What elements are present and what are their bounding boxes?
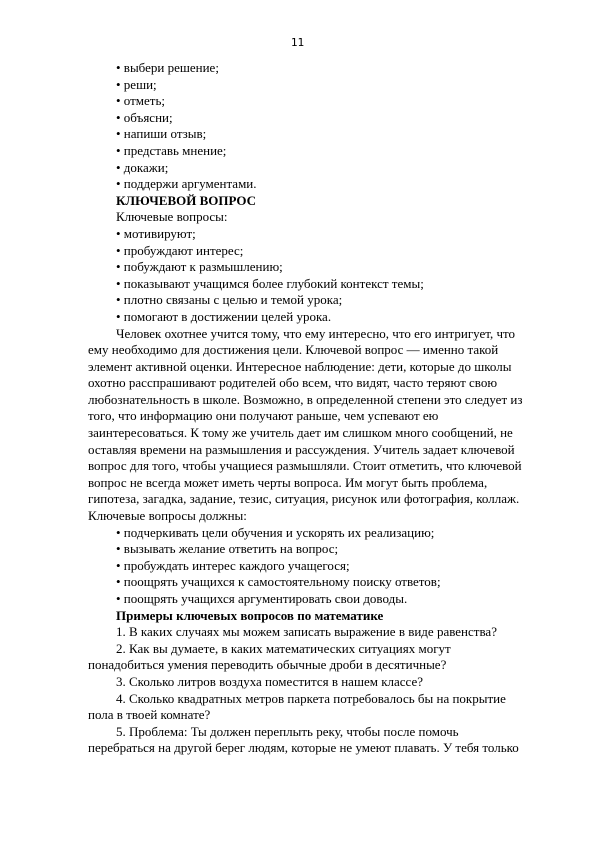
- list-item: • отметь;: [116, 93, 166, 109]
- document-body: [88, 60, 550, 757]
- list-item: • поддержи аргументами.: [116, 176, 257, 192]
- paragraph-line: Человек охотнее учится тому, что ему интересно, что его интригует, что: [116, 325, 516, 341]
- example-question-continuation: пола в твоей комнате?: [88, 707, 211, 723]
- list-item: • реши;: [116, 76, 157, 92]
- list-item: • подчеркивать цели обучения и ускорять их реализацию;: [116, 524, 435, 540]
- list-item: • выбери решение;: [116, 60, 219, 75]
- paragraph-line: заинтересоваться. К тому же учитель дает им слишком много сообщений, не: [88, 425, 513, 441]
- list-item: • показывают учащимся более глубокий контекст темы;: [116, 275, 424, 291]
- list-item: • плотно связаны с целью и темой урока;: [116, 292, 343, 308]
- section-heading-examples: Примеры ключевых вопросов по математике: [116, 607, 384, 623]
- key-questions-list: [88, 226, 550, 326]
- example-question: 3. Сколько литров воздуха поместится в нашем классе?: [116, 673, 424, 689]
- list-item: • представь мнение;: [116, 142, 227, 158]
- must-list: [88, 525, 550, 608]
- list-item: • помогают в достижении целей урока.: [116, 308, 332, 324]
- page-number: 11: [290, 36, 305, 49]
- key-questions-intro: Ключевые вопросы:: [116, 209, 228, 225]
- list-item: • побуждают к размышлению;: [116, 259, 283, 275]
- paragraph-line: любознательность в школе. Возможно, в определенной степени это следует из: [88, 391, 523, 407]
- list-item: • пробуждать интерес каждого учащегося;: [116, 557, 350, 573]
- paragraph-line: того, что информацию они получают раньше, чем успевают ею: [88, 408, 439, 424]
- list-item: • вызывать желание ответить на вопрос;: [116, 541, 339, 557]
- example-question: 4. Сколько квадратных метров паркета потребовалось бы на покрытие: [116, 690, 506, 706]
- section-heading-key-question: КЛЮЧЕВОЙ ВОПРОС: [116, 192, 257, 208]
- paragraph-line: вопрос не всегда может иметь черты вопроса. Им могут быть проблема,: [88, 474, 488, 490]
- list-item: • поощрять учащихся аргументировать свои доводы.: [116, 591, 408, 606]
- list-item: • поощрять учащихся к самостоятельному поиску ответов;: [116, 574, 441, 590]
- example-question-continuation: понадобиться умения переводить обычные дроби в десятичные?: [88, 657, 447, 673]
- example-question: 5. Проблема: Ты должен переплыть реку, чтобы после помочь: [116, 723, 459, 739]
- body-paragraph: [88, 326, 550, 509]
- list-item: • пробуждают интерес;: [116, 242, 244, 258]
- list-item: • напиши отзыв;: [116, 126, 207, 142]
- paragraph-line: ему необходимо для достижения цели. Ключевой вопрос — именно такой: [88, 342, 499, 358]
- list-item: • мотивируют;: [116, 225, 196, 241]
- example-question-continuation: перебраться на другой берег людям, которые не умеют плавать. У тебя только: [88, 740, 519, 756]
- example-question: 1. В каких случаях мы можем записать выражение в виде равенства?: [116, 624, 497, 640]
- paragraph-line: охотно расспрашивают родителей обо всем, что видят, часто теряют свою: [88, 375, 498, 391]
- paragraph-line: вопрос для того, чтобы учащиеся размышляли. Стоит отметить, что ключевой: [88, 458, 522, 474]
- paragraph-line: оставляя времени на размышления и рассуждения. Учитель задает ключевой: [88, 441, 515, 457]
- actions-list: [88, 60, 550, 193]
- list-item: • объясни;: [116, 109, 173, 125]
- paragraph-line: элемент активной оценки. Интересное наблюдение: дети, которые до школы: [88, 358, 512, 374]
- must-intro: Ключевые вопросы должны:: [88, 508, 247, 524]
- paragraph-line: гипотеза, загадка, задание, тезис, ситуация, рисунок или фотография, коллаж.: [88, 491, 520, 507]
- list-item: • докажи;: [116, 159, 169, 175]
- examples-list: [88, 624, 550, 757]
- example-question: 2. Как вы думаете, в каких математических ситуациях могут: [116, 640, 451, 656]
